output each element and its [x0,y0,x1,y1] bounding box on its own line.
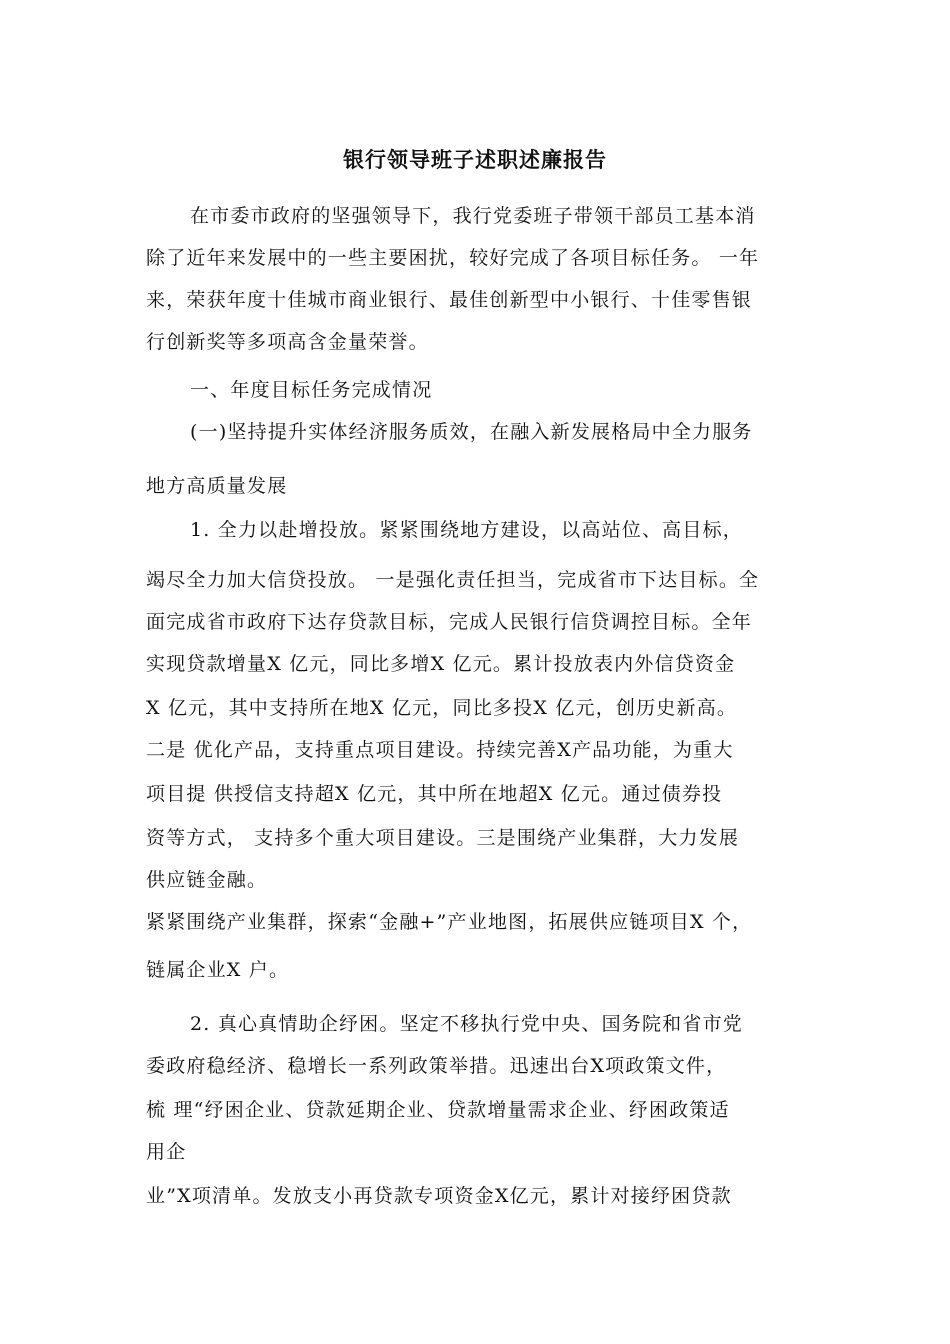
paragraph-line-3: 来，荣获年度十佳城市商业银行、最佳创新型中小银行、十佳零售银 [146,289,753,311]
paragraph-line-11: 项目提 供授信支持超X 亿元，其中所在地超X 亿元。通过债券投 [146,783,723,805]
paragraph-line-9: X 亿元，其中支持所在地X 亿元，同比多投X 亿元，创历史新高。 [146,697,738,719]
paragraph-line-4: 行创新奖等多项高含金量荣誉。 [146,331,429,353]
paragraph-line-5: 1. 全力以赴增投放。紧紧围绕地方建设，以高站位、高目标， [190,519,743,541]
paragraph-line-1: 在市委市政府的坚强领导下，我行党委班子带领干部员工基本消 [190,205,756,227]
subsection-heading-line-2: 地方高质量发展 [146,475,288,497]
paragraph-line-6: 竭尽全力加大信贷投放。 一是强化责任担当，完成省市下达目标。全 [146,569,760,591]
paragraph-line-15: 链属企业X 户。 [146,959,290,981]
subsection-heading-line-1: (一)坚持提升实体经济服务质效，在融入新发展格局中全力服务 [190,421,753,443]
paragraph-line-8: 实现贷款增量X 亿元，同比多增X 亿元。累计投放表内外信贷资金 [146,653,736,675]
paragraph-line-18: 梳 理“纾困企业、贷款延期企业、贷款增量需求企业、纾困政策适 [146,1099,730,1121]
paragraph-line-12: 资等方式， 支持多个重大项目建设。三是围绕产业集群，大力发展 [146,827,740,849]
section-heading-1: 一、年度目标任务完成情况 [190,379,433,401]
paragraph-line-10: 二是 优化产品，支持重点项目建设。持续完善X产品功能，为重大 [146,739,734,761]
paragraph-line-19: 用企 [146,1141,187,1163]
paragraph-line-7: 面完成省市政府下达存贷款目标，完成人民银行信贷调控目标。全年 [146,611,753,633]
document-title: 银行领导班子述职述廉报告 [343,148,607,172]
paragraph-line-16: 2. 真心真情助企纾困。坚定不移执行党中央、国务院和省市党 [190,1013,743,1035]
paragraph-line-20: 业”X项清单。发放支小再贷款专项资金X亿元，累计对接纾困贷款 [146,1185,732,1207]
paragraph-line-17: 委政府稳经济、稳增长一系列政策举措。迅速出台X项政策文件， [146,1055,727,1077]
paragraph-line-13: 供应链金融。 [146,869,268,891]
paragraph-line-14: 紧紧围绕产业集群，探索“金融+”产业地图，拓展供应链项目X 个， [146,911,753,933]
paragraph-line-2: 除了近年来发展中的一些主要困扰，较好完成了各项目标任务。 一年 [146,247,760,269]
